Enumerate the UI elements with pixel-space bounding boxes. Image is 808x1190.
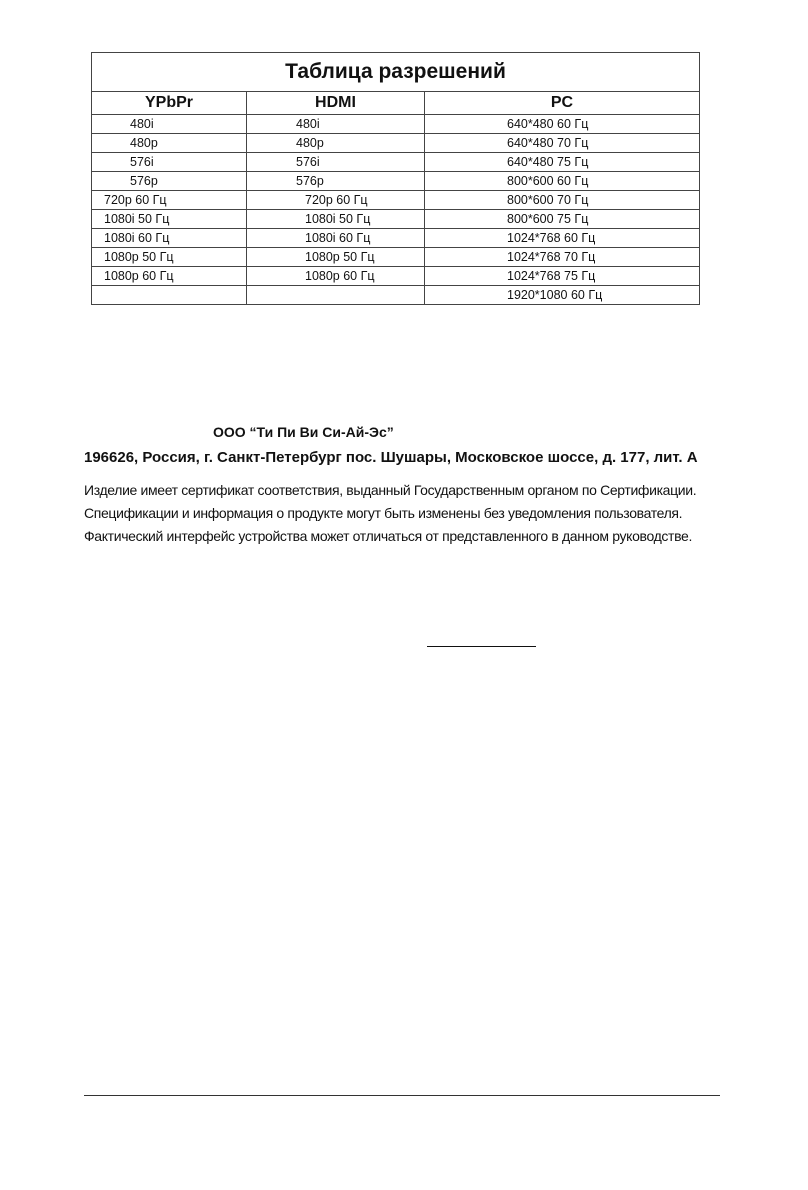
column-header-ypbpr: YPbPr xyxy=(92,92,247,115)
cell-ypbpr: 720p 60 Гц xyxy=(92,191,247,210)
cell-hdmi: 1080p 60 Гц xyxy=(247,267,425,286)
cell-pc: 640*480 70 Гц xyxy=(425,134,700,153)
column-header-hdmi: HDMI xyxy=(247,92,425,115)
cell-pc: 640*480 75 Гц xyxy=(425,153,700,172)
cell-pc: 800*600 70 Гц xyxy=(425,191,700,210)
table-row xyxy=(92,229,700,248)
table-title: Таблица разрешений xyxy=(92,53,700,92)
column-header-pc: PC xyxy=(425,92,700,115)
cell-ypbpr: 576p xyxy=(92,172,247,191)
cell-pc: 800*600 75 Гц xyxy=(425,210,700,229)
table-row xyxy=(92,210,700,229)
cell-ypbpr: 576i xyxy=(92,153,247,172)
cell-hdmi: 1080i 50 Гц xyxy=(247,210,425,229)
cell-hdmi: 576i xyxy=(247,153,425,172)
note-specifications: Спецификации и информация о продукте могут быть изменены без уведомления пользователя. xyxy=(84,505,683,521)
cell-ypbpr: 1080p 50 Гц xyxy=(92,248,247,267)
cell-hdmi xyxy=(247,286,425,305)
cell-pc: 1024*768 70 Гц xyxy=(425,248,700,267)
table-row xyxy=(92,191,700,210)
cell-hdmi: 576p xyxy=(247,172,425,191)
cell-ypbpr: 1080i 60 Гц xyxy=(92,229,247,248)
table-row xyxy=(92,267,700,286)
table-row xyxy=(92,115,700,134)
cell-hdmi: 720p 60 Гц xyxy=(247,191,425,210)
cell-pc: 1024*768 75 Гц xyxy=(425,267,700,286)
footer-divider xyxy=(84,1095,720,1096)
table-row xyxy=(92,134,700,153)
note-interface: Фактический интерфейс устройства может отличаться от представленного в данном руководстве. xyxy=(84,528,693,544)
cell-hdmi: 1080p 50 Гц xyxy=(247,248,425,267)
cell-ypbpr: 1080i 50 Гц xyxy=(92,210,247,229)
signature-line xyxy=(427,646,536,647)
cell-hdmi: 480p xyxy=(247,134,425,153)
company-address: 196626, Россия, г. Санкт-Петербург пос. Шушары, Московское шоссе, д. 177, лит. А xyxy=(84,449,698,466)
table-row xyxy=(92,248,700,267)
company-name: ООО “Ти Пи Ви Си-Ай-Эс” xyxy=(213,424,394,440)
cell-pc: 1024*768 60 Гц xyxy=(425,229,700,248)
cell-ypbpr: 480i xyxy=(92,115,247,134)
resolution-table xyxy=(91,52,700,305)
cell-ypbpr: 1080p 60 Гц xyxy=(92,267,247,286)
cell-hdmi: 480i xyxy=(247,115,425,134)
note-certificate: Изделие имеет сертификат соответствия, выданный Государственным органом по Сертификации. xyxy=(84,482,697,498)
table-row xyxy=(92,172,700,191)
cell-pc: 1920*1080 60 Гц xyxy=(425,286,700,305)
cell-ypbpr xyxy=(92,286,247,305)
cell-pc: 640*480 60 Гц xyxy=(425,115,700,134)
table-row xyxy=(92,286,700,305)
cell-hdmi: 1080i 60 Гц xyxy=(247,229,425,248)
table-row xyxy=(92,153,700,172)
cell-pc: 800*600 60 Гц xyxy=(425,172,700,191)
cell-ypbpr: 480p xyxy=(92,134,247,153)
